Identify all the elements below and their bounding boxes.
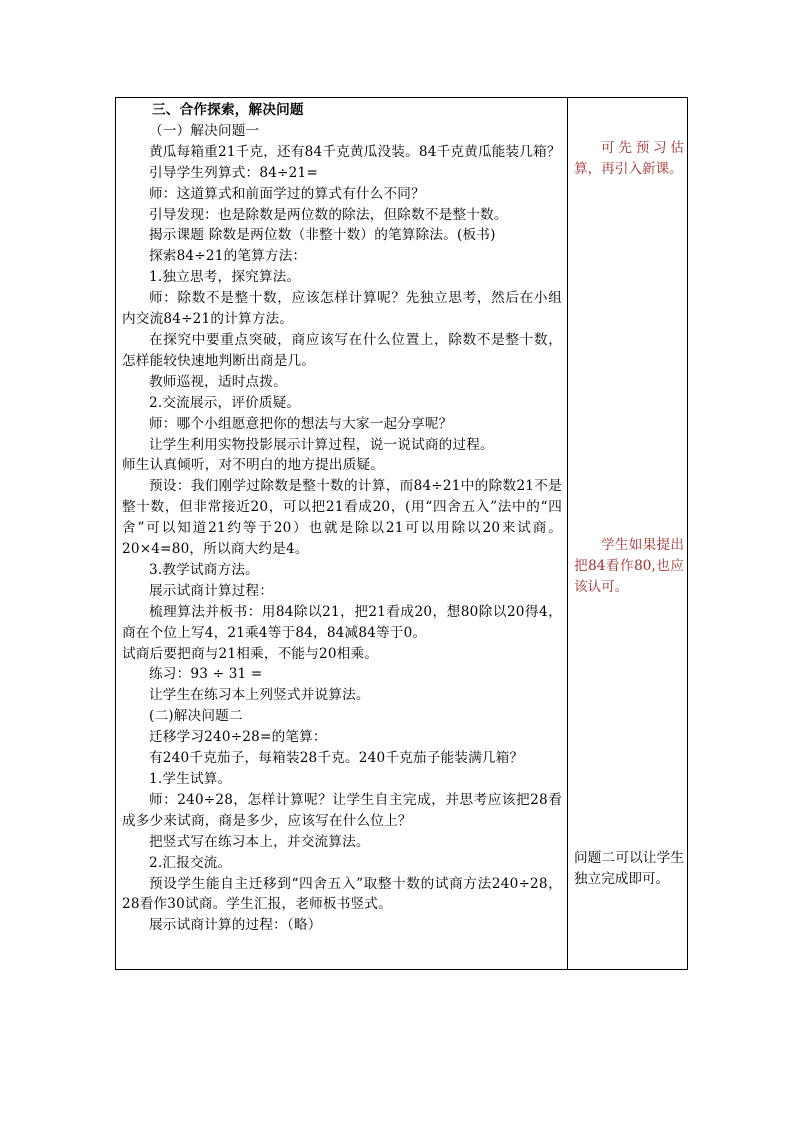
paragraph: 3.教学试商方法。 xyxy=(149,561,259,578)
paragraph: 练习：93 ÷ 31 = xyxy=(149,666,263,683)
paragraph: 师：这道算式和前面学过的算式有什么不同？ xyxy=(149,185,425,202)
paragraph: (二)解决问题二 xyxy=(149,708,243,725)
paragraph: 黄瓜每箱重21千克，还有84千克黄瓜没装。84千克黄瓜能装几箱？ xyxy=(149,143,561,160)
note-text: 可先预习估算，再引入新课。 xyxy=(574,140,684,177)
lesson-table xyxy=(115,97,688,970)
paragraph: 预设：我们刚学过除数是整十数的计算，而84÷21中的除数21不是整十数，但非常接近20，可以把21看成20，(用“四舍五入”法中的“四舍”可以知道21约等于20）也就是除以21可以用除以20来试商。20×4=80，所以商大约是4。 xyxy=(122,478,562,558)
paragraph: 探索84÷21的笔算方法： xyxy=(149,248,307,265)
paragraph: 展示试商计算过程： xyxy=(149,582,274,599)
paragraph: （一）解决问题一 xyxy=(149,122,260,139)
column-divider xyxy=(567,98,568,969)
lesson-content xyxy=(122,100,562,936)
paragraph: 有240千克茄子，每箱装28千克。240千克茄子能装满几箱？ xyxy=(149,750,524,767)
side-note xyxy=(574,535,684,598)
paragraph: 展示试商计算的过程：（略） xyxy=(149,917,322,934)
paragraph: 2.汇报交流。 xyxy=(149,854,232,871)
side-note xyxy=(574,848,684,890)
paragraph: 师：除数不是整十数，应该怎样计算呢？先独立思考，然后在小组内交流84÷21的计算方法。 xyxy=(122,290,562,328)
paragraph: 预设学生能自主迁移到“四舍五入”取整十数的试商方法240÷28，28看作30试商。学生汇报，老师板书竖式。 xyxy=(122,875,562,913)
note-text: 问题二可以让学生独立完成即可。 xyxy=(574,850,684,887)
paragraph: 让学生利用实物投影展示计算过程，说一说试商的过程。 xyxy=(149,436,494,453)
paragraph: 教师巡视，适时点拨。 xyxy=(149,373,287,390)
paragraph: 师：240÷28，怎样计算呢？让学生自主完成，并思考应该把28看成多少来试商，商是多少，应该写在什么位上？ xyxy=(122,791,562,829)
paragraph: 引导发现：也是除数是两位数的除法，但除数不是整十数。 xyxy=(149,206,508,223)
paragraph: 引导学生列算式：84÷21= xyxy=(149,164,318,181)
side-note xyxy=(574,138,684,180)
paragraph: 梳理算法并板书：用84除以21，把21看成20，想80除以20得4，商在个位上写4，21乘4等于84，84减84等于0。 xyxy=(122,603,562,641)
paragraph: 在探究中要重点突破，商应该写在什么位置上，除数不是整十数，怎样能较快速地判断出商是几。 xyxy=(122,331,562,369)
paragraph: 让学生在练习本上列竖式并说算法。 xyxy=(149,687,370,704)
paragraph: 试商后要把商与21相乘，不能与20相乘。 xyxy=(122,645,379,662)
paragraph: 1.独立思考，探究算法。 xyxy=(149,269,301,286)
note-text: 学生如果提出把84看作80,也应该认可。 xyxy=(574,537,684,595)
paragraph: 揭示课题 除数是两位数（非整十数）的笔算除法。(板书) xyxy=(149,227,496,244)
paragraph: 师生认真倾听，对不明白的地方提出质疑。 xyxy=(122,457,385,474)
paragraph: 把竖式写在练习本上，并交流算法。 xyxy=(149,833,370,850)
paragraph: 2.交流展示，评价质疑。 xyxy=(149,394,301,411)
paragraph: 迁移学习240÷28=的笔算： xyxy=(149,729,327,746)
paragraph: 1.学生试算。 xyxy=(149,771,232,787)
paragraph: 师：哪个小组愿意把你的想法与大家一起分享呢？ xyxy=(149,415,453,432)
section-heading: 三、合作探索，解决问题 xyxy=(152,102,304,118)
